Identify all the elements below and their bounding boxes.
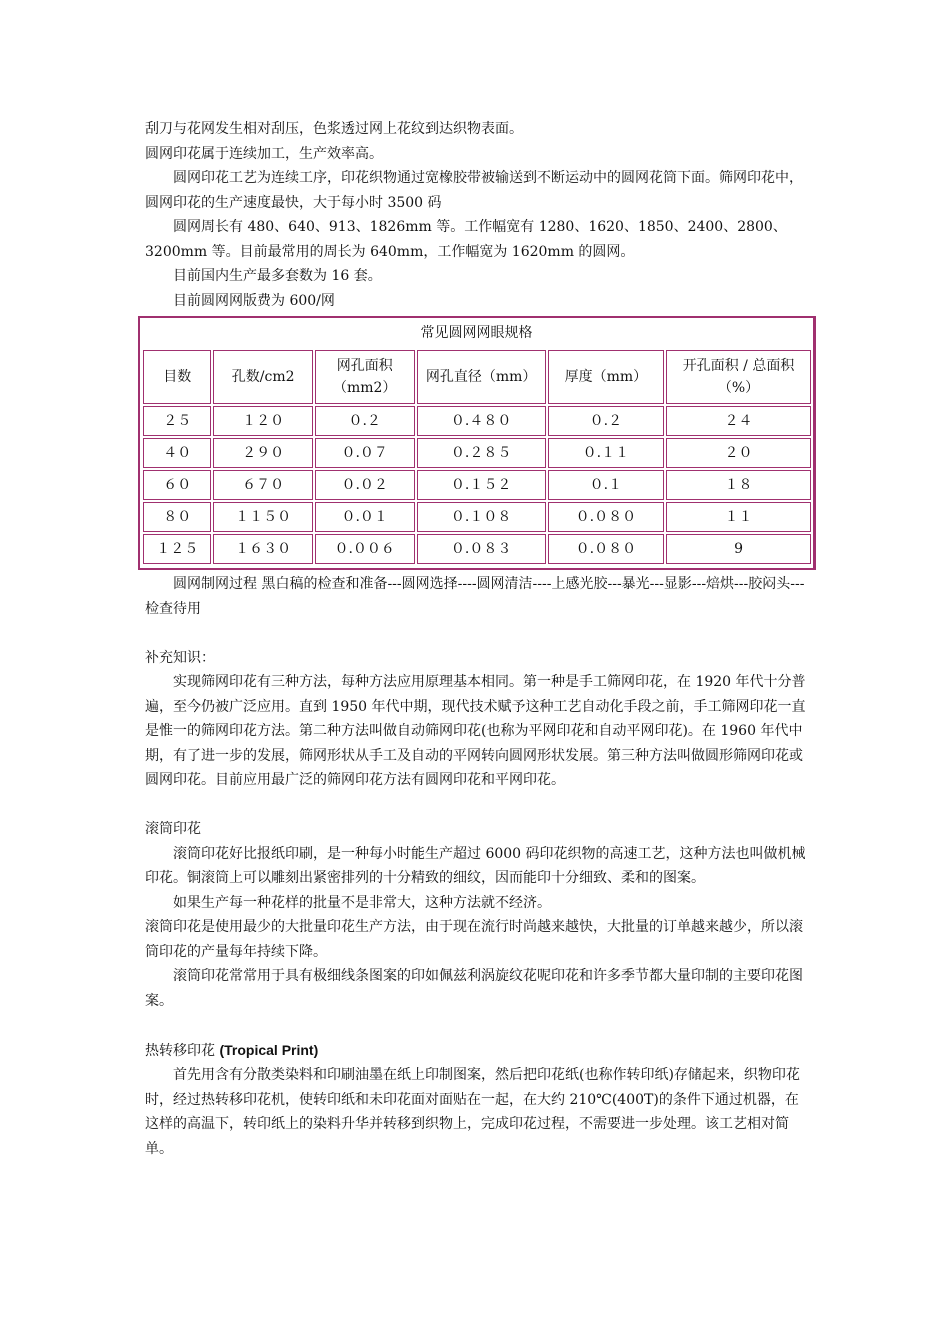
- table-header-cell: 孔数/cm2: [213, 350, 312, 404]
- paragraph: 目前圆网网版费为 600/网: [173, 292, 335, 309]
- table-cell: ０.０８０: [548, 502, 664, 532]
- paragraph: 滚筒印花好比报纸印刷，是一种每小时能生产超过 6000 码印花织物的高速工艺，这种方法也叫做机械印花。铜滚筒上可以雕刻出紧密排列的十分精致的细纹，因而能印十分细致、柔和的图案。: [145, 845, 806, 886]
- table-cell: ４０: [143, 438, 211, 468]
- paragraph: 首先用含有分散类染料和印刷油墨在纸上印制图案，然后把印花纸(也称作转印纸)存储起来，织物印花时，经过热转移印花机，使转印纸和未印花面对面贴在一起，在大约 210℃(400T)的条件下通过机器，在这样的高温下，转印纸上的染料升华并转移到织物上，完成印花过程，不需要进一步处理。该工艺相对简单。: [145, 1067, 800, 1157]
- mesh-spec-table: [138, 316, 816, 570]
- document-page: [145, 117, 810, 1161]
- table-cell: ０.２８５: [417, 438, 546, 468]
- paragraph: 滚筒印花常常用于具有极细线条图案的印如佩兹利涡旋纹花呢印花和许多季节都大量印制的主要印花图案。: [145, 968, 803, 1009]
- table-cell: ０.１: [548, 470, 664, 500]
- table-cell: ０.０１: [315, 502, 415, 532]
- table-cell: １２０: [213, 406, 312, 436]
- paragraph: 实现筛网印花有三种方法，每种方法应用原理基本相同。第一种是手工筛网印花，在 1920 年代十分普遍，至今仍被广泛应用。直到 1950 年代中期，现代技术赋予这种工艺自动化手段之前，手工筛网印花一直是惟一的筛网印花方法。第二种方法叫做自动筛网印花(也称为平网印花和自动平网印花)。在 1960 年代中期，有了进一步的发展，筛网形状从手工及自动的平网转向圆网形状发展。第三种方法叫做圆形筛网印花或圆网印花。目前应用最广泛的筛网印花方法有圆网印花和平网印花。: [145, 674, 806, 788]
- table-cell: ０.２: [548, 406, 664, 436]
- table-cell: ６７０: [213, 470, 312, 500]
- paragraph: 圆网印花属于连续加工，生产效率高。: [145, 145, 383, 162]
- table-cell: ２９０: [213, 438, 312, 468]
- table-header-cell: 厚度（mm）: [548, 350, 664, 404]
- process-line: 圆网制网过程 黑白稿的检查和准备---圆网选择----圆网清洁----上感光胶---暴光---显影---焙烘---胶闷头---检查待用: [145, 576, 805, 617]
- table-cell: ２４: [666, 406, 811, 436]
- table-cell: ０.１０８: [417, 502, 546, 532]
- heading-en: (Tropical Print): [219, 1041, 319, 1058]
- heading-cn: 热转移印花: [145, 1042, 215, 1059]
- table-header-cell: 网孔直径（mm）: [417, 350, 546, 404]
- paragraph: 圆网印花工艺为连续工序，印花织物通过宽橡胶带被输送到不断运动中的圆网花筒下面。筛网印花中，圆网印花的生产速度最快，大于每小时 3500 码: [145, 170, 803, 211]
- table-cell: ２０: [666, 438, 811, 468]
- table-cell: ０.０２: [315, 470, 415, 500]
- table-cell: ０.００６: [315, 534, 415, 564]
- table-cell: １２５: [143, 534, 211, 564]
- paragraph: 滚筒印花是使用最少的大批量印花生产方法，由于现在流行时尚越来越快，大批量的订单越来越少，所以滚筒印花的产量每年持续下降。: [145, 919, 803, 960]
- table-cell: １１５０: [213, 502, 312, 532]
- table-cell: １８: [666, 470, 811, 500]
- table-cell: 9: [666, 534, 811, 564]
- paragraph: 目前国内生产最多套数为 16 套。: [173, 268, 382, 284]
- table-cell: ０.１５２: [417, 470, 546, 500]
- table-cell: ０.４８０: [417, 406, 546, 436]
- table-cell: ２５: [143, 406, 211, 436]
- table-row: [143, 470, 811, 500]
- table-cell: １６３０: [213, 534, 312, 564]
- section-heading: 补充知识：: [145, 649, 215, 666]
- paragraph: 刮刀与花网发生相对刮压，色浆透过网上花纹到达织物表面。: [145, 121, 523, 137]
- table-cell: ０.０８０: [548, 534, 664, 564]
- table-row: [143, 438, 811, 468]
- table-cell: ０.０８３: [417, 534, 546, 564]
- table-cell: ０.０７: [315, 438, 415, 468]
- table-header-cell: 开孔面积 / 总面积（%）: [666, 350, 811, 404]
- table-title: 常见圆网网眼规格: [420, 325, 533, 341]
- section-heading: [145, 1038, 810, 1064]
- table-cell: ６０: [143, 470, 211, 500]
- table-cell: ８０: [143, 502, 211, 532]
- table-cell: ０.２: [315, 406, 415, 436]
- table-header-cell: 网孔面积（mm2）: [315, 350, 415, 404]
- table-row: [143, 406, 811, 436]
- table-row: [143, 534, 811, 564]
- table-cell: １１: [666, 502, 811, 532]
- paragraph: 如果生产每一种花样的批量不是非常大，这种方法就不经济。: [173, 894, 551, 911]
- table-row: [143, 502, 811, 532]
- paragraph: 圆网周长有 480、640、913、1826mm 等。工作幅宽有 1280、1620、1850、2400、2800、3200mm 等。目前最常用的周长为 640mm，工作幅宽为 1620mm 的圆网。: [145, 219, 787, 260]
- table-cell: ０.１１: [548, 438, 664, 468]
- section-heading: 滚筒印花: [145, 821, 201, 837]
- table: [141, 348, 813, 566]
- table-header-row: [143, 350, 811, 404]
- table-header-cell: 目数: [143, 350, 211, 404]
